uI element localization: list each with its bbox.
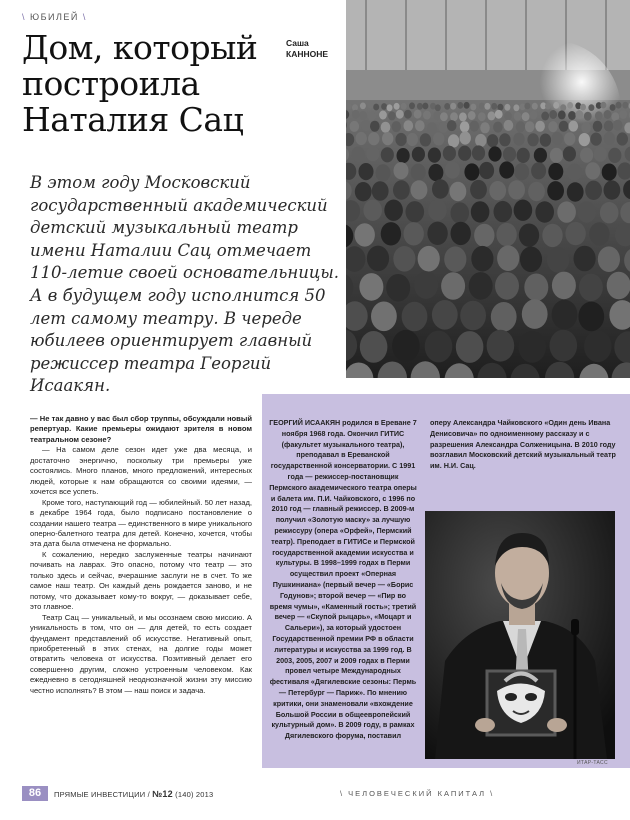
author-first-name: Саша [286, 38, 309, 48]
audience-head [381, 222, 401, 245]
audience-head [474, 224, 494, 247]
audience-head [608, 148, 621, 163]
audience-head [488, 146, 501, 161]
audience-head [584, 112, 592, 121]
audience-head [588, 104, 594, 111]
audience-head [443, 146, 456, 161]
audience-head [444, 246, 466, 272]
audience-head [352, 110, 360, 119]
audience-head [406, 201, 425, 222]
lead-paragraph: В этом году Московский государственный академический детский музыкальный театр имени Наталии Сац отмечает 110-летие своей основательницы. А в будущем году исполнится 50 лет самому театру. В череде юбилеев ориентирует главный режиссер театра Георгий Исаакян. [30, 173, 340, 396]
audience-head [392, 330, 420, 362]
audience-head [540, 134, 551, 147]
rubric [22, 12, 87, 22]
audience-head [567, 102, 573, 109]
bio-text-column-1: ГЕОРГИЙ ИСААКЯН родился в Ереване 7 ноября 1968 года. Окончил ГИТИС (факультет музыкального театра), преподавал в Ереванской государственной консерватории. С 1991 года — режиссер-постановщик Пермского академического театра оперы и балета им. П.И. Чайковского, с 1996 по 2010 год — главный режиссер. В 2009-м получил «Золотую маску» за лучшую режиссуру (опера «Орфей», Пермский театр). Преподает в ГИТИСе и Пермской государственной академии искусства и культуры. В 1998–1999 годах в Перми осуществил проект «Оперная Пушкиниана» (первый вечер — «Борис Годунов»; второй вечер — «Пир во время чумы», «Каменный гость»; третий вечер — «Скупой рыцарь», «Моцарт и Сальери»), за который удостоен Государственной премии РФ в области литературы и искусства за 1999 год. В 2003, 2005, 2007 и 2009 годах в Перми провел четыре Международных фестиваля «Дягилевские сезоны: Пермь — Петербург — Париж». По мнению критики, они знаменовали «вхождение Большой России в общеевропейский культурный дом». В 2009 году, в рамках Дягилевского форума, поставил [269, 418, 417, 741]
audience-head [451, 222, 471, 245]
audience-head [388, 111, 396, 120]
audience-head [441, 272, 465, 300]
audience-head [598, 246, 620, 272]
audience-head [386, 274, 410, 302]
audience-head [580, 104, 586, 111]
audience-head [435, 104, 441, 111]
audience-head [484, 103, 490, 110]
audience-head [415, 120, 425, 131]
audience-head [548, 121, 558, 132]
audience-head [367, 246, 389, 272]
audience-head [525, 121, 535, 132]
audience-head [545, 103, 551, 110]
audience-head [547, 181, 564, 200]
audience-head [433, 111, 441, 120]
audience-head [520, 246, 542, 272]
interview-answer: — На самом деле сезон идет уже два месяца, и достаточно энергично, поскольку три премьеры уже состоялись. Много планов, много предложений, интересных людей, которые к нам обращаются со своими идеями, — хочется все успеть. [30, 445, 252, 497]
issue-number: 12 [162, 789, 173, 799]
audience-head [557, 201, 576, 222]
audience-head [607, 272, 630, 300]
audience-head [604, 180, 621, 199]
audience-head [414, 271, 438, 299]
audience-head [550, 330, 578, 362]
audience-head [487, 134, 498, 147]
audience-head [471, 201, 490, 222]
headline-line-1: Дом, который [22, 28, 258, 67]
audience-head [553, 102, 559, 109]
audience-head [567, 182, 584, 201]
audience-head [376, 164, 391, 181]
audience-head [427, 122, 437, 133]
audience-head [412, 147, 425, 162]
audience-head [514, 200, 533, 221]
audience-head [552, 300, 578, 330]
audience-head [445, 161, 460, 178]
audience-head [519, 224, 539, 247]
magazine-name: ПРЯМЫЕ ИНВЕСТИЦИИ [54, 790, 146, 799]
audience-head [590, 133, 601, 146]
audience-head [423, 111, 431, 120]
issue-suffix: (140) 2013 [175, 790, 214, 799]
audience-head [487, 330, 515, 362]
audience-head [584, 330, 612, 362]
portrait-photo [425, 511, 615, 759]
audience-head [503, 147, 516, 162]
audience-head [564, 132, 575, 145]
audience-head [422, 103, 428, 110]
article-column [30, 414, 252, 696]
audience-head [450, 103, 456, 110]
audience-head [534, 148, 547, 163]
audience-head [366, 146, 379, 161]
audience-head [522, 112, 530, 121]
audience-head [514, 112, 522, 121]
audience-head [494, 201, 513, 222]
audience-head [548, 163, 563, 180]
audience-head [359, 273, 383, 301]
audience-head [411, 180, 428, 199]
audience-head [604, 121, 614, 132]
audience-head [382, 132, 393, 145]
audience-head [600, 102, 606, 109]
author-last-name: КАННОНЕ [286, 49, 329, 59]
audience-head [578, 302, 604, 332]
bio-text-column-2: оперу Александра Чайковского «Один день Ивана Денисовича» по одноименному рассказу и с разрешения Александра Солженицына. В 2010 году возглавил Московский детский музыкальный театр им. Н.И. Сац. [430, 418, 616, 471]
section-slash-left: \ [340, 789, 349, 798]
headline [22, 30, 292, 138]
audience-head [524, 103, 530, 110]
audience-head [535, 201, 554, 222]
headline-line-2: построила [22, 64, 200, 103]
issue-divider: / [147, 790, 153, 799]
audience-head [479, 103, 485, 110]
audience-head [355, 182, 372, 201]
audience-head [407, 133, 418, 146]
audience-head [458, 146, 471, 161]
audience-head [558, 110, 566, 119]
photo-credit: ИТАР-ТАСС [577, 760, 608, 766]
audience-head [472, 145, 485, 160]
audience-head [409, 102, 415, 109]
audience-head [450, 182, 467, 201]
audience-head [622, 102, 628, 109]
audience-head [610, 104, 616, 111]
audience-head [432, 300, 458, 330]
audience-head [433, 132, 444, 145]
audience-head [495, 272, 519, 300]
audience-head [513, 133, 524, 146]
author-byline [286, 38, 328, 60]
section-label: ЧЕЛОВЕЧЕСКИЙ КАПИТАЛ [348, 789, 487, 798]
audience-head [567, 164, 582, 181]
audience-head [438, 122, 448, 133]
audience-head [363, 200, 382, 221]
audience-head [428, 164, 443, 181]
audience-head [393, 180, 410, 199]
audience-head [404, 222, 424, 245]
article-paragraph: Кроме того, наступающий год — юбилейный. 50 лет назад, в декабре 1964 года, было подписано постановление о создании нашего театра — единственного в мире уникального оперно-балетного театра для детей. Конечно, хочется, чтобы эта дата была отмечена не формально. [30, 497, 252, 549]
audience-head [381, 122, 391, 133]
audience-head [493, 122, 503, 133]
audience-head [464, 102, 470, 109]
audience-head [381, 103, 387, 110]
audience-head [489, 181, 506, 200]
audience-head [569, 121, 579, 132]
audience-head [522, 299, 548, 329]
audience-head [451, 202, 470, 223]
headline-line-3: Наталия Сац [22, 100, 244, 139]
audience-head [579, 274, 603, 302]
audience-head [527, 133, 538, 146]
audience-head [394, 103, 400, 110]
audience-head [530, 111, 538, 120]
audience-head [579, 133, 590, 146]
audience-head [411, 164, 426, 181]
audience-head [577, 201, 596, 222]
audience-head [491, 302, 517, 332]
audience-head [459, 112, 467, 121]
audience-head [617, 132, 628, 145]
audience-head [395, 133, 406, 146]
section-slash-right: \ [486, 789, 495, 798]
audience-head [404, 120, 414, 131]
audience-head [356, 132, 367, 145]
audience-head [450, 112, 458, 121]
audience-head [392, 121, 402, 132]
audience-head [469, 272, 493, 300]
audience-head [468, 111, 476, 120]
audience-head [360, 103, 366, 110]
audience-head [559, 121, 569, 132]
audience-head [585, 162, 600, 179]
audience-head [393, 246, 415, 272]
audience-head [404, 110, 412, 119]
audience-head [491, 103, 497, 110]
audience-head [470, 121, 480, 132]
audience-head [478, 112, 486, 121]
audience-head [456, 331, 484, 363]
audience-head [565, 222, 585, 245]
article-paragraph: Театр Сац — уникальный, и мы осознаем свою миссию. А уникальность в том, что он — для детей, то есть создает фундамент представлений об искусстве. Негативный опыт, приобретенный в этих стенах, на долгие годы может отвратить человека от искусства. Позитивный делает его совершенно другим, сложно устроенным человеком. Как ежедневно в сегодняшней неоднозначной жизни эту миссию честно исполнять? В этом — наш поиск и задача. [30, 612, 252, 695]
audience-photo [346, 0, 630, 378]
audience-head [528, 182, 545, 201]
audience-head [581, 122, 591, 133]
audience-head [542, 224, 562, 247]
audience-head [470, 180, 487, 199]
audience-head [496, 223, 516, 246]
audience-head [552, 132, 563, 145]
audience-head [402, 302, 428, 332]
audience-head [516, 121, 526, 132]
audience-head [447, 120, 457, 131]
audience-head [368, 102, 374, 109]
rubric-slash-right: \ [78, 12, 87, 22]
audience-head [563, 146, 576, 161]
audience-head [427, 222, 447, 245]
magazine-issue [54, 789, 213, 799]
audience-head [616, 102, 622, 109]
page-number: 86 [22, 786, 48, 801]
audience-head [379, 111, 387, 120]
audience-head [499, 133, 510, 146]
audience-head [589, 222, 609, 245]
audience-head [593, 121, 603, 132]
audience-head [372, 181, 389, 200]
audience-head [532, 103, 538, 110]
audience-head [552, 272, 576, 300]
audience-head [514, 163, 529, 180]
audience-head [428, 200, 447, 221]
article-paragraph: К сожалению, нередко заслуженные театры начинают почивать на лаврах. Это опасно, потому что театр — это только здесь и сейчас, вчерашние заслуги не в счет. То же самое наш театр. Он каждый день рождается заново, и не потому, что доказывает кому-то вокруг, — доказывает себе, это главное. [30, 549, 252, 612]
audience-head [417, 103, 423, 110]
audience-head [373, 104, 379, 111]
audience-head [396, 110, 404, 119]
audience-head [355, 223, 375, 246]
audience-head [550, 148, 563, 163]
audience-head [508, 180, 525, 199]
audience-head [420, 133, 431, 146]
audience-head [359, 111, 367, 120]
audience-head [549, 110, 557, 119]
audience-head [418, 246, 440, 272]
audience-head [464, 163, 479, 180]
audience-head [575, 110, 583, 119]
audience-head [359, 163, 374, 180]
audience-head [604, 110, 612, 119]
audience-head [460, 131, 471, 144]
audience-head [480, 122, 490, 133]
audience-head [488, 111, 496, 120]
portrait-illustration [425, 511, 615, 759]
audience-head [371, 302, 397, 332]
audience-head [475, 134, 486, 147]
rubric-slash-left: \ [22, 12, 31, 22]
interview-question: — Не так давно у вас был сбор труппы, обсуждали новый репертуар. Какие премьеры ожидают зрителя в новом театральном сезоне? [30, 414, 252, 444]
audience-head [580, 148, 593, 163]
audience-head [560, 104, 566, 111]
audience-head [547, 247, 569, 273]
audience-head [448, 134, 459, 147]
audience-head [513, 104, 519, 111]
audience-head [495, 110, 503, 119]
audience-head [613, 120, 623, 131]
audience-head [368, 112, 376, 121]
audience-head [499, 161, 514, 178]
audience-head [602, 164, 617, 181]
audience-head [432, 179, 449, 198]
audience-photo-illustration [346, 0, 630, 378]
audience-head [604, 132, 615, 145]
audience-head [401, 103, 407, 110]
issue-prefix: № [152, 789, 163, 799]
audience-head [370, 121, 380, 132]
audience-head [535, 121, 545, 132]
audience-head [595, 111, 603, 120]
audience-head [574, 246, 596, 272]
audience-head [568, 111, 576, 120]
audience-head [594, 147, 607, 162]
audience-head [600, 202, 619, 223]
audience-head [504, 120, 514, 131]
audience-head [384, 200, 403, 221]
audience-head [457, 102, 463, 109]
section-title [340, 789, 494, 798]
audience-head [440, 112, 448, 121]
audience-head [428, 148, 441, 163]
audience-head [531, 162, 546, 179]
audience-head [368, 132, 379, 145]
audience-head [524, 274, 548, 302]
audience-head [394, 162, 409, 179]
audience-head [585, 181, 602, 200]
audience-head [497, 245, 519, 271]
audience-head [444, 103, 450, 110]
audience-head [517, 148, 530, 163]
audience-head [361, 120, 371, 131]
audience-head [397, 148, 410, 163]
audience-head [460, 121, 470, 132]
audience-head [470, 104, 476, 111]
audience-head [460, 301, 486, 331]
audience-head [425, 331, 453, 363]
audience-head [381, 147, 394, 162]
audience-head [352, 147, 365, 162]
audience-head [619, 110, 627, 119]
audience-head [541, 112, 549, 121]
rubric-label: ЮБИЛЕЙ [30, 12, 79, 22]
audience-head [360, 331, 388, 363]
audience-head [504, 112, 512, 121]
audience-head [504, 104, 510, 111]
audience-head [479, 162, 494, 179]
audience-head [387, 104, 393, 111]
audience-head [414, 110, 422, 119]
audience-head [497, 104, 503, 111]
audience-head [518, 331, 546, 363]
audience-head [350, 121, 360, 132]
audience-head [471, 246, 493, 272]
